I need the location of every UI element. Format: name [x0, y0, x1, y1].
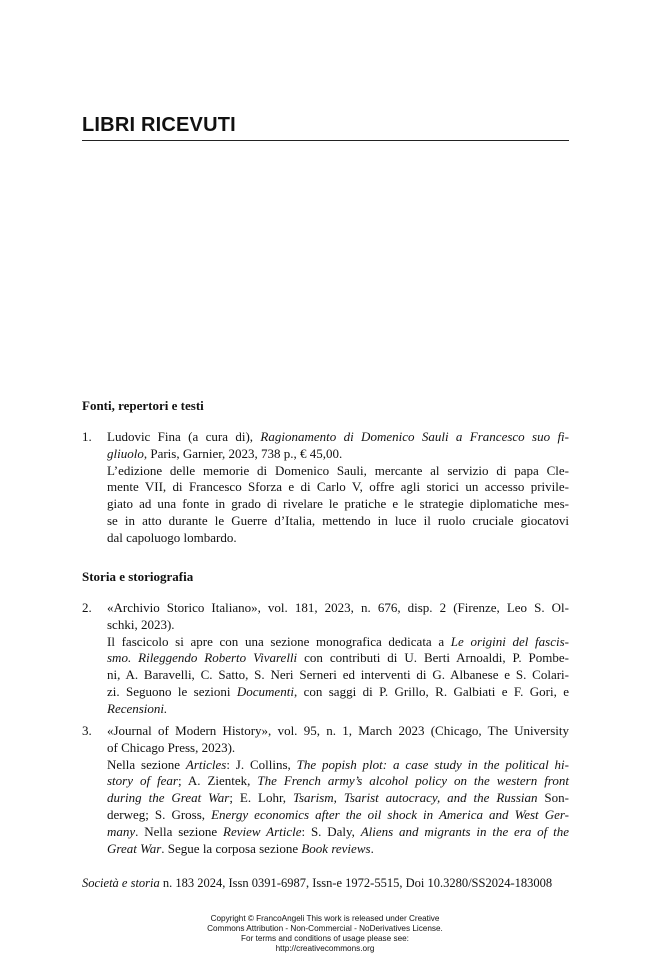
license-notice	[0, 914, 650, 954]
journal-name: Società e storia	[82, 876, 160, 890]
entry-line: mente VII, di Francesco Sforza e di Carlo V, offre agli storici un accesso privile-	[107, 479, 569, 495]
italic-text: Energy economics after the oil shock in America and West Ger-	[211, 806, 569, 822]
license-line: http://creativecommons.org	[275, 944, 375, 953]
italic-text: during the Great War	[107, 790, 230, 806]
italic-text: The French army’s alcohol policy on the western front	[257, 773, 569, 789]
italic-text: The popish plot: a case study in the political hi-	[296, 756, 569, 772]
italic-text: Documenti	[236, 683, 294, 699]
citation-details: n. 183 2024, Issn 0391-6987, Issn-e 1972-5515, Doi 10.3280/SS2024-183008	[159, 876, 553, 890]
entry-line: Ludovic Fina (a cura di), Ragionamento di Domenico Sauli a Francesco suo fi-	[107, 429, 569, 444]
page-title: LIBRI RICEVUTI	[82, 114, 236, 136]
license-line: For terms and conditions of usage please see:	[241, 934, 409, 943]
italic-text: Tsarism, Tsarist autocracy, and the Russian	[292, 790, 538, 806]
entry-number: 3.	[82, 723, 92, 738]
italic-text: smo. Rileggendo Roberto Vivarelli	[107, 650, 298, 666]
entry-line: many. Nella sezione Review Article: S. Daly, Aliens and migrants in the era of the	[107, 823, 569, 839]
entry-line	[107, 701, 569, 718]
entry-line: schki, 2023).	[107, 616, 175, 632]
italic-text: gliuolo	[107, 445, 144, 461]
section-heading-storia: Storia e storiografia	[82, 569, 194, 584]
entry-line: of Chicago Press, 2023).	[107, 739, 236, 755]
entry-line: story of fear; A. Zientek, The French army’s alcohol policy on the western front	[107, 773, 569, 789]
italic-text: Le origini del fascis-	[450, 633, 569, 649]
section-heading-fonti: Fonti, repertori e testi	[82, 398, 204, 413]
entry-line: giato ad una fonte in grado di rivelare le pratiche e le strategie diplomatiche mes-	[107, 496, 569, 512]
entry-line: gliuolo, Paris, Garnier, 2023, 738 p., € 45,00.	[107, 445, 343, 461]
italic-text: Review Article	[223, 823, 302, 839]
entry-number: 2.	[82, 600, 92, 615]
entry-line: L’edizione delle memorie di Domenico Sauli, mercante al servizio di papa Cle-	[107, 462, 569, 478]
entry-body	[107, 429, 569, 547]
entry-line: zi. Seguono le sezioni Documenti, con saggi di P. Grillo, R. Galbiati e F. Gori, e	[107, 683, 569, 699]
entry-1	[82, 429, 569, 547]
italic-text: Recensioni.	[107, 700, 168, 716]
entry-line: derweg; S. Gross, Energy economics after the oil shock in America and West Ger-	[107, 806, 569, 822]
entry-line: se in atto durante le Guerre d’Italia, mettendo in luce il ruolo cruciale giocatovi	[107, 512, 569, 528]
entry-2	[82, 600, 569, 718]
entry-line: Great War. Segue la corposa sezione Book reviews.	[107, 840, 374, 856]
license-line: Commons Attribution - Non-Commercial - NoDerivatives License.	[207, 924, 443, 933]
title-rule	[82, 140, 569, 141]
entry-body	[107, 600, 569, 718]
entry-line: Nella sezione Articles: J. Collins, The popish plot: a case study in the political hi-	[107, 756, 569, 772]
journal-citation	[82, 876, 552, 891]
entry-body	[107, 723, 569, 857]
italic-text: Ragionamento di Domenico Sauli a Francesco suo fi-	[260, 429, 569, 444]
entry-line: smo. Rileggendo Roberto Vivarelli con contributi di U. Berti Arnoaldi, P. Pombe-	[107, 650, 569, 666]
italic-text: Book reviews	[301, 840, 371, 856]
entry-line: dal capoluogo lombardo.	[107, 529, 237, 545]
entry-line: «Journal of Modern History», vol. 95, n. 1, March 2023 (Chicago, The University	[107, 723, 569, 738]
entry-line: «Archivio Storico Italiano», vol. 181, 2023, n. 676, disp. 2 (Firenze, Leo S. Ol-	[107, 600, 569, 615]
italic-text: story of fear	[107, 773, 178, 789]
italic-text: Aliens and migrants in the era of the	[360, 823, 569, 839]
entry-line: ni, A. Baravelli, C. Satto, S. Neri Serneri ed interventi di G. Albanese e S. Colari-	[107, 667, 569, 683]
italic-text: Great War	[107, 840, 162, 856]
entry-line: during the Great War; E. Lohr, Tsarism, Tsarist autocracy, and the Russian Son-	[107, 790, 569, 806]
italic-text: Articles	[185, 756, 227, 772]
italic-text: many	[107, 823, 136, 839]
entry-number: 1.	[82, 429, 92, 444]
entry-line: Il fascicolo si apre con una sezione monografica dedicata a Le origini del fascis-	[107, 633, 569, 649]
entry-3	[82, 723, 569, 857]
license-line: Copyright © FrancoAngeli This work is released under Creative	[210, 914, 440, 923]
